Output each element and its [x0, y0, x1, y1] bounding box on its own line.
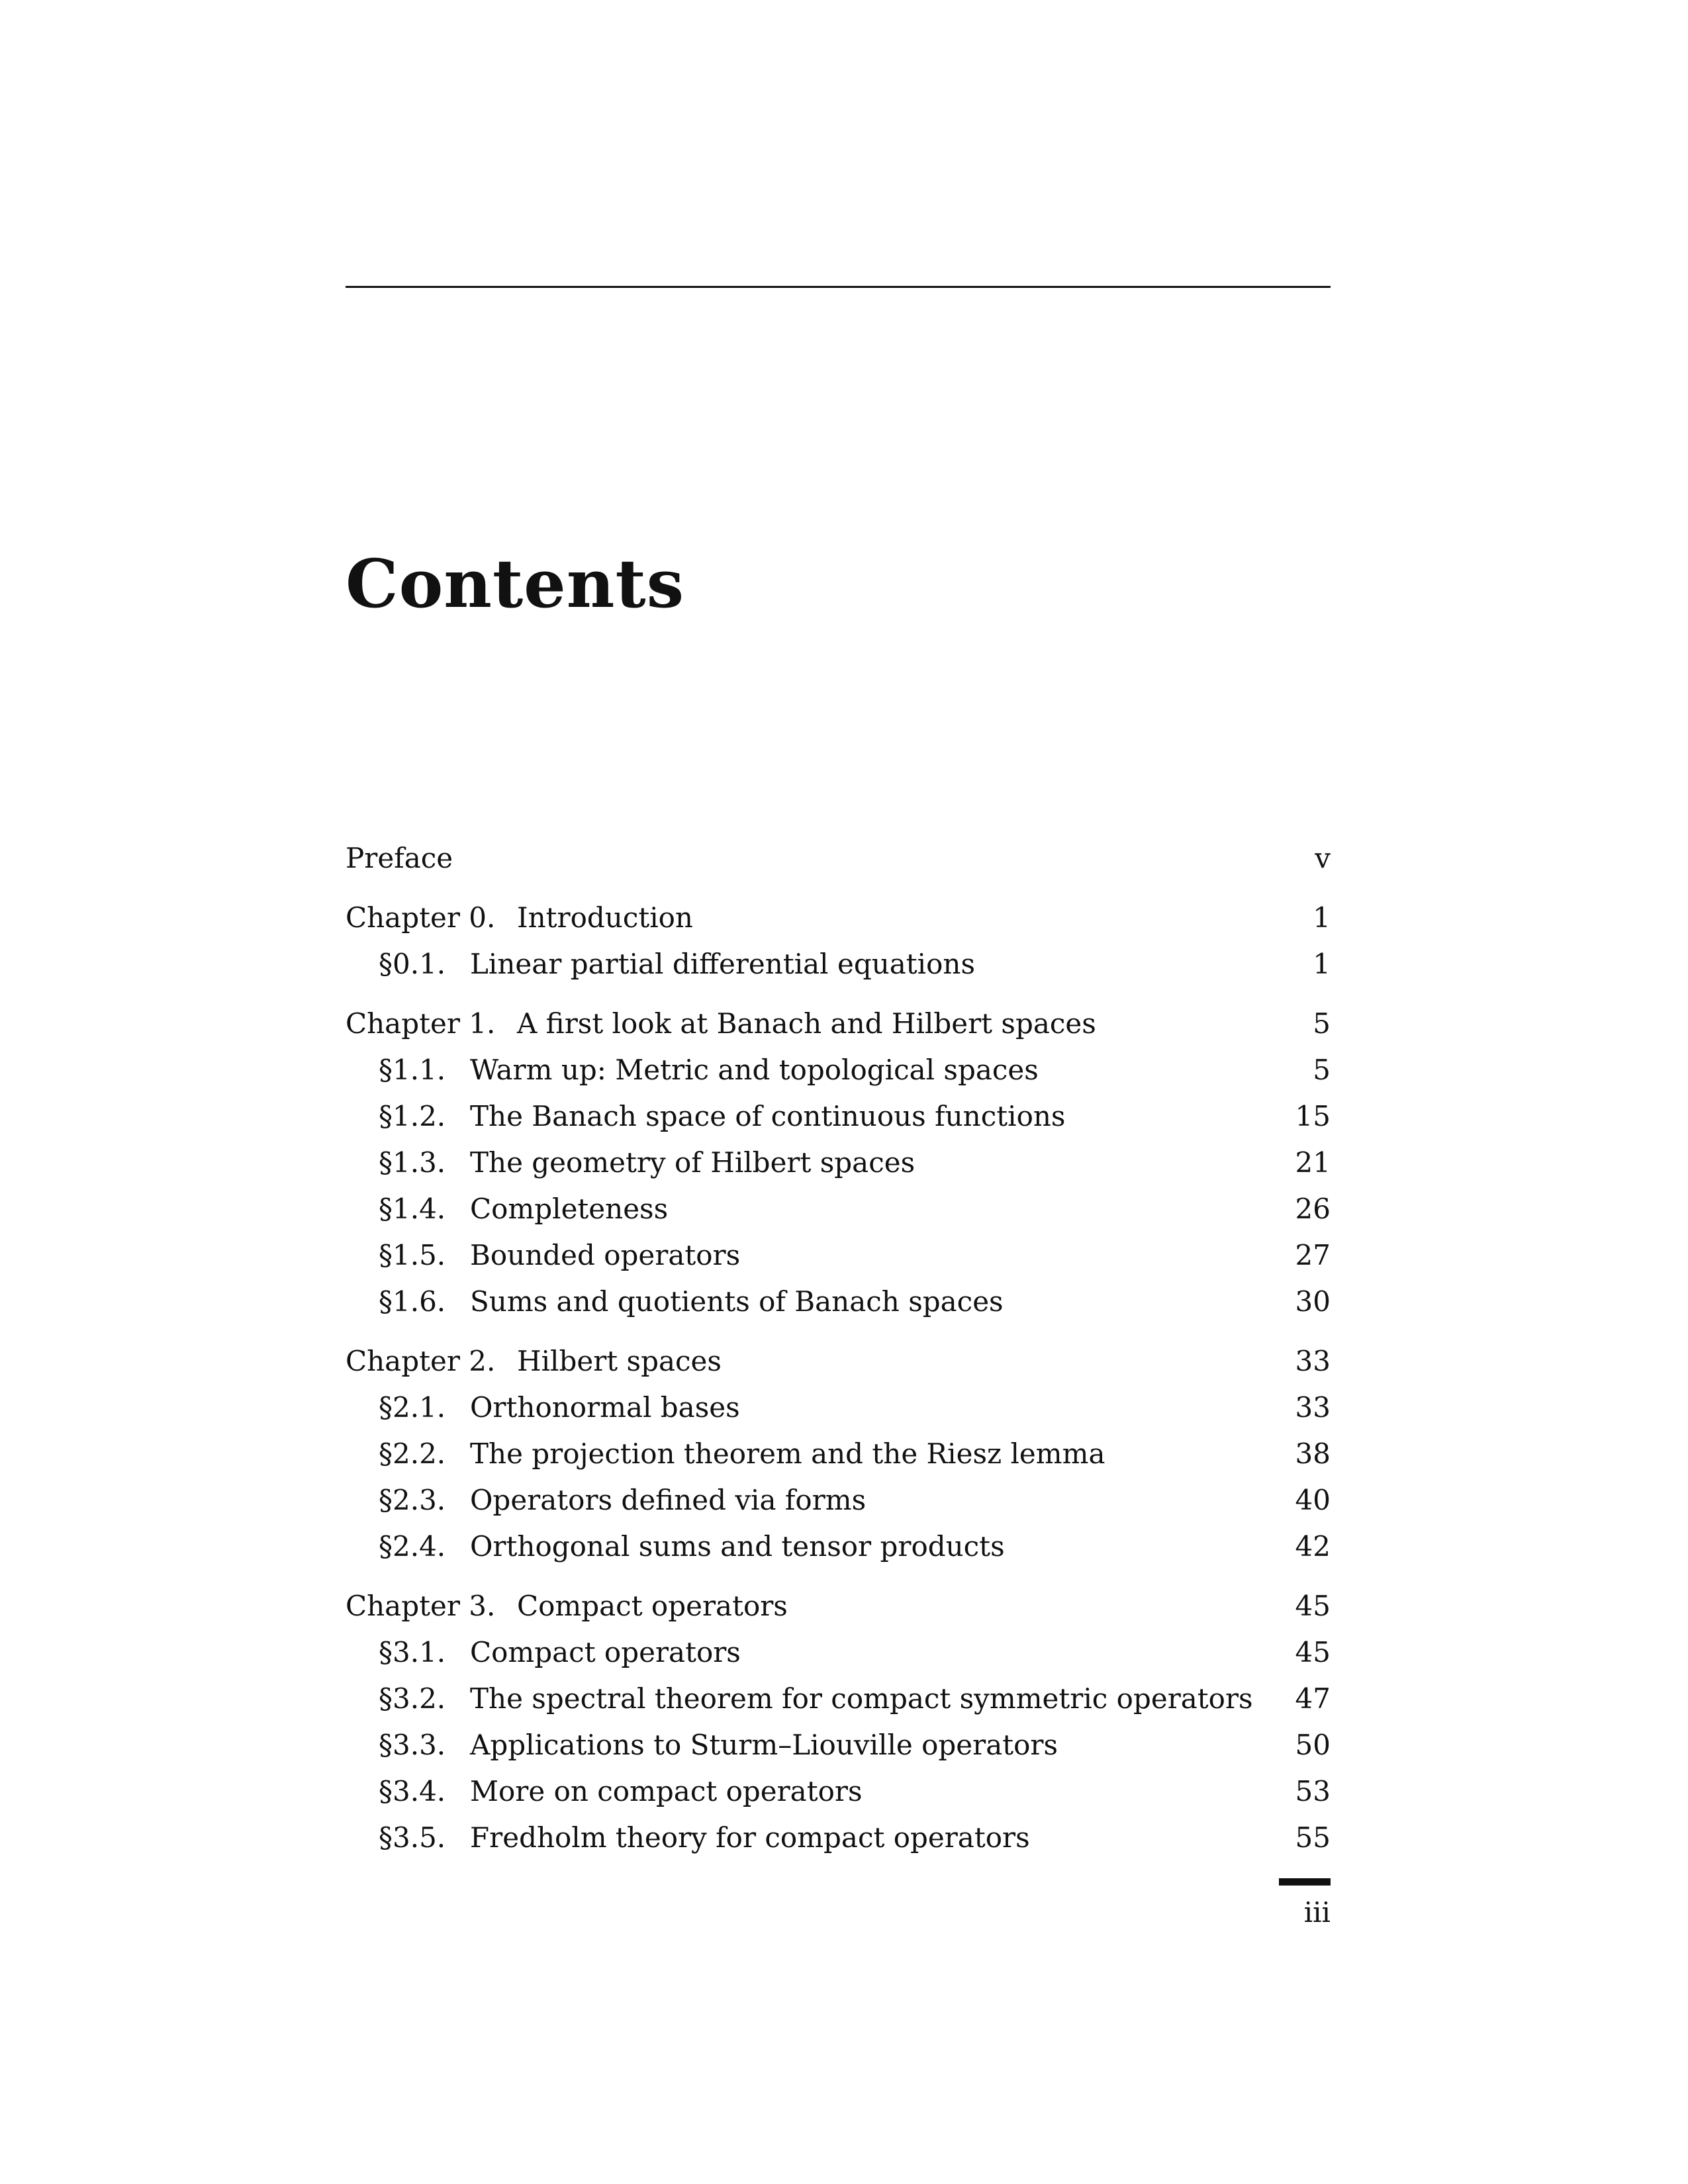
- toc-section-entry[interactable]: [346, 1722, 1331, 1768]
- toc-entry-page: 42: [1295, 1530, 1331, 1563]
- page-number: iii: [1303, 1896, 1331, 1929]
- table-of-contents: [346, 835, 1331, 1861]
- toc-entry-title: Linear partial differential equations: [470, 948, 975, 980]
- footer-bar: [1279, 1878, 1331, 1886]
- toc-entry-title: Orthonormal bases: [470, 1391, 740, 1424]
- toc-entry-page: 1: [1313, 901, 1331, 934]
- toc-entry-label: Chapter 2.: [346, 1345, 496, 1377]
- toc-chapter-entry[interactable]: [346, 895, 1331, 941]
- toc-section-entry[interactable]: [346, 1047, 1331, 1093]
- toc-entry-title: Sums and quotients of Banach spaces: [470, 1285, 1004, 1318]
- toc-chapter-entry[interactable]: [346, 1583, 1331, 1629]
- toc-entry-page: 53: [1295, 1775, 1331, 1807]
- toc-entry-page: 45: [1295, 1636, 1331, 1668]
- toc-entry-title: More on compact operators: [470, 1775, 863, 1807]
- toc-front-entry[interactable]: [346, 835, 1331, 882]
- toc-entry-page: 38: [1295, 1437, 1331, 1470]
- toc-entry-label: §3.5.: [379, 1821, 446, 1854]
- toc-entry-label: §2.4.: [379, 1530, 446, 1563]
- toc-entry-title: Bounded operators: [470, 1239, 741, 1271]
- toc-section-entry[interactable]: [346, 1232, 1331, 1279]
- toc-entry-page: 47: [1295, 1682, 1331, 1715]
- toc-entry-title: Fredholm theory for compact operators: [470, 1821, 1030, 1854]
- toc-entry-label: §3.1.: [379, 1636, 446, 1668]
- toc-entry-title: Orthogonal sums and tensor products: [470, 1530, 1005, 1563]
- toc-entry-title: The projection theorem and the Riesz lemma: [470, 1437, 1105, 1470]
- toc-entry-title: Operators defined via forms: [470, 1484, 867, 1516]
- toc-entry-label: §3.2.: [379, 1682, 446, 1715]
- toc-entry-title: Completeness: [470, 1193, 669, 1225]
- toc-entry-label: §2.2.: [379, 1437, 446, 1470]
- toc-entry-page: 50: [1295, 1729, 1331, 1761]
- toc-entry-label: §1.4.: [379, 1193, 446, 1225]
- toc-entry-page: 27: [1295, 1239, 1331, 1271]
- toc-entry-title: Compact operators: [517, 1590, 788, 1622]
- toc-entry-title: Warm up: Metric and topological spaces: [470, 1054, 1039, 1086]
- toc-entry-title: A first look at Banach and Hilbert spaces: [517, 1007, 1096, 1040]
- toc-entry-label: §1.2.: [379, 1100, 446, 1132]
- toc-entry-title: Introduction: [517, 901, 693, 934]
- toc-section-entry[interactable]: [346, 1768, 1331, 1815]
- toc-entry-page: 5: [1313, 1054, 1331, 1086]
- toc-section-entry[interactable]: [346, 1815, 1331, 1861]
- toc-section-entry[interactable]: [346, 1093, 1331, 1140]
- toc-entry-title: The geometry of Hilbert spaces: [470, 1146, 915, 1179]
- toc-entry-page: 45: [1295, 1590, 1331, 1622]
- toc-entry-title: The Banach space of continuous functions: [470, 1100, 1066, 1132]
- toc-entry-page: 26: [1295, 1193, 1331, 1225]
- toc-section-entry[interactable]: [346, 1279, 1331, 1325]
- toc-entry-title: The spectral theorem for compact symmetric operators: [470, 1682, 1253, 1715]
- toc-entry-page: 15: [1295, 1100, 1331, 1132]
- toc-entry-page: 33: [1295, 1391, 1331, 1424]
- toc-entry-title: Applications to Sturm–Liouville operators: [470, 1729, 1058, 1761]
- toc-section-entry[interactable]: [346, 1140, 1331, 1186]
- top-rule: [346, 286, 1331, 288]
- toc-entry-page: 1: [1313, 948, 1331, 980]
- toc-section-entry[interactable]: [346, 1676, 1331, 1722]
- toc-entry-label: §1.1.: [379, 1054, 446, 1086]
- toc-entry-page: 21: [1295, 1146, 1331, 1179]
- toc-section-entry[interactable]: [346, 1431, 1331, 1477]
- toc-entry-label: §1.3.: [379, 1146, 446, 1179]
- toc-entry-label: Chapter 3.: [346, 1590, 496, 1622]
- toc-section-entry[interactable]: [346, 1629, 1331, 1676]
- toc-section-entry[interactable]: [346, 1186, 1331, 1232]
- toc-entry-label: §2.3.: [379, 1484, 446, 1516]
- toc-entry-label: Chapter 0.: [346, 901, 496, 934]
- toc-entry-page: 30: [1295, 1285, 1331, 1318]
- toc-entry-title: Hilbert spaces: [517, 1345, 722, 1377]
- toc-section-entry[interactable]: [346, 941, 1331, 987]
- toc-entry-label: §1.6.: [379, 1285, 446, 1318]
- toc-entry-label: §2.1.: [379, 1391, 446, 1424]
- toc-entry-page: 33: [1295, 1345, 1331, 1377]
- toc-entry-label: §0.1.: [379, 948, 446, 980]
- toc-section-entry[interactable]: [346, 1477, 1331, 1524]
- toc-entry-page: 55: [1295, 1821, 1331, 1854]
- toc-entry-title: Preface: [346, 842, 453, 874]
- toc-entry-page: 5: [1313, 1007, 1331, 1040]
- toc-entry-label: §1.5.: [379, 1239, 446, 1271]
- toc-section-entry[interactable]: [346, 1385, 1331, 1431]
- toc-entry-label: Chapter 1.: [346, 1007, 496, 1040]
- toc-chapter-entry[interactable]: [346, 1001, 1331, 1047]
- toc-entry-page: v: [1315, 842, 1331, 874]
- toc-entry-page: 40: [1295, 1484, 1331, 1516]
- toc-chapter-entry[interactable]: [346, 1338, 1331, 1385]
- toc-entry-label: §3.4.: [379, 1775, 446, 1807]
- page-title: Contents: [346, 545, 685, 623]
- toc-section-entry[interactable]: [346, 1524, 1331, 1570]
- toc-entry-label: §3.3.: [379, 1729, 446, 1761]
- toc-entry-title: Compact operators: [470, 1636, 741, 1668]
